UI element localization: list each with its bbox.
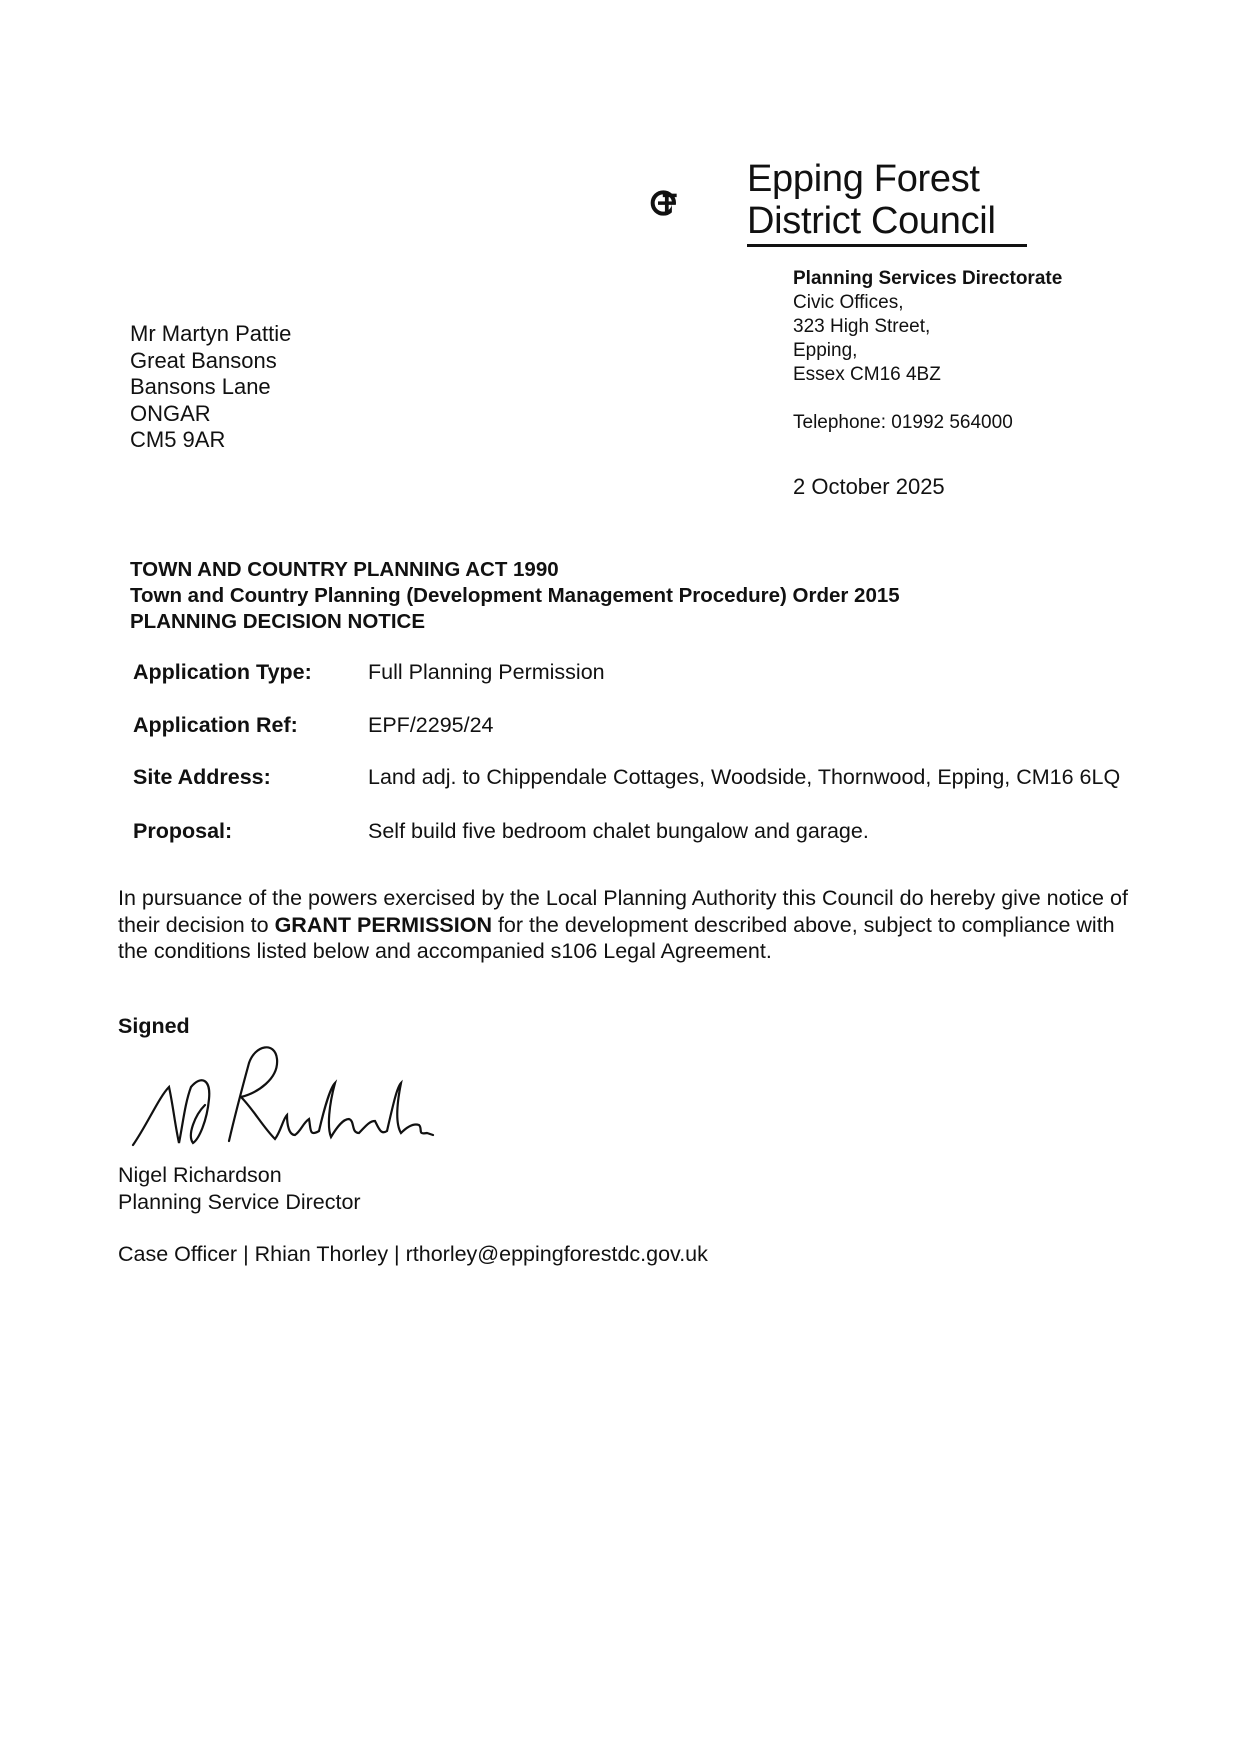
decision-outcome: GRANT PERMISSION: [274, 912, 492, 937]
directorate-name: Planning Services Directorate: [793, 268, 1063, 289]
signatory-name: Nigel Richardson: [118, 1163, 282, 1187]
logo-stem: [665, 194, 669, 213]
recipient-line: Great Bansons: [130, 347, 277, 373]
application-ref-value: EPF/2295/24: [368, 713, 494, 737]
council-logo: [650, 152, 750, 254]
signatory: [118, 1162, 361, 1215]
notice-headings: [130, 557, 900, 635]
council-name-line1: Epping Forest: [747, 158, 980, 200]
council-name: [747, 158, 996, 242]
sender-address-line: Essex CM16 4BZ: [793, 364, 941, 385]
case-officer-label: Case Officer | Rhian Thorley |: [118, 1242, 406, 1266]
decision-text-after: for the development described above, subject to compliance with the conditions listed below and accompanied s106 Legal Agreement.: [118, 912, 1115, 963]
sender-address-line: Civic Offices,: [793, 292, 904, 313]
logo-bar-top: [663, 194, 677, 197]
application-type-label: Application Type:: [133, 660, 312, 684]
recipient-line: CM5 9AR: [130, 427, 226, 452]
recipient-line: ONGAR: [130, 400, 211, 426]
site-address-value: Land adj. to Chippendale Cottages, Woodside, Thornwood, Epping, CM16 6LQ: [368, 765, 1121, 789]
handwritten-signature: [125, 1035, 435, 1160]
heading-notice: PLANNING DECISION NOTICE: [130, 610, 425, 633]
signed-label: Signed: [118, 1014, 190, 1038]
case-officer-email-link[interactable]: rthorley@eppingforestdc.gov.uk: [405, 1242, 708, 1266]
logo-gap: [672, 205, 677, 216]
logo-underline: [747, 244, 1027, 247]
heading-act: TOWN AND COUNTRY PLANNING ACT 1990: [130, 558, 559, 581]
recipient-line: Mr Martyn Pattie: [130, 321, 292, 346]
heading-order: Town and Country Planning (Development Management Procedure) Order 2015: [130, 584, 900, 607]
recipient-address: [130, 321, 291, 454]
decision-paragraph: [118, 885, 1128, 965]
application-ref-label: Application Ref:: [133, 713, 298, 737]
sender-address-line: 323 High Street,: [793, 316, 931, 337]
site-address-label: Site Address:: [133, 765, 271, 789]
sender-address: [793, 267, 1062, 387]
signatory-title: Planning Service Director: [118, 1189, 361, 1214]
sender-address-line: Epping,: [793, 340, 858, 361]
proposal-label: Proposal:: [133, 819, 233, 843]
telephone: Telephone: 01992 564000: [793, 412, 1013, 433]
council-name-line2: District Council: [747, 200, 996, 242]
application-type-value: Full Planning Permission: [368, 660, 605, 684]
decision-text-before: In pursuance of the powers exercised by the Local Planning Authority this Council do hereby give notice of their decision to: [118, 886, 1128, 937]
case-officer: [118, 1241, 708, 1267]
letter-date: 2 October 2025: [793, 474, 945, 499]
recipient-line: Bansons Lane: [130, 374, 271, 399]
proposal-value: Self build five bedroom chalet bungalow and garage.: [368, 819, 869, 843]
